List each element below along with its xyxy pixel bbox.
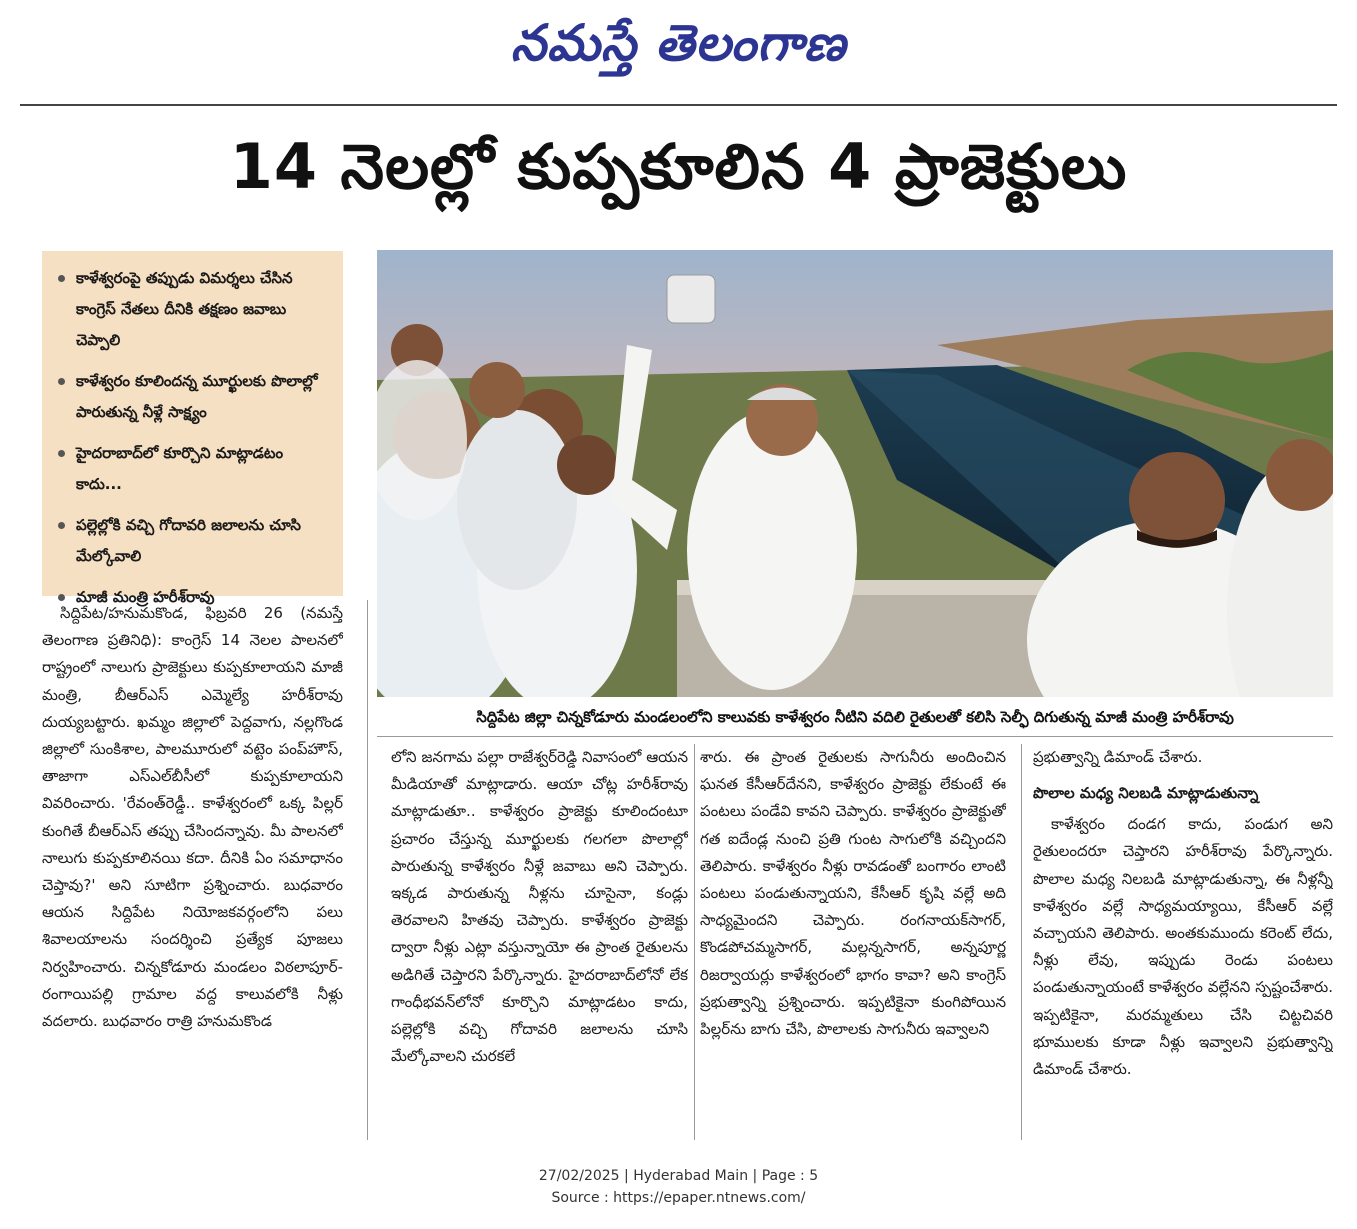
highlight-text: పల్లెల్లోకి వచ్చి గోదావరి జలాలను చూసి మేల్కోవాలి [76, 516, 301, 565]
footer-date-edition: 27/02/2025 | Hyderabad Main | Page : 5 [538, 1168, 819, 1184]
footer-source: Source : https://epaper.ntnews.com/ [551, 1190, 806, 1206]
highlight-text: మాజీ మంత్రి హరీశ్‌రావు [76, 588, 215, 606]
highlight-item [56, 510, 333, 572]
article-column-2 [391, 744, 688, 1140]
article-text: లోని జనగామ పల్లా రాజేశ్వర్‌రెడ్డి నివాసంలో ఆయన మీడియాతో మాట్లాడారు. ఆయా చోట్ల హరీశ్‌రావు మాట్లాడుతూ.. కాళేశ్వరం ప్రాజెక్టు కూలిందంటూ ప్రచారం చేస్తున్న మూర్ఖులకు గలగలా పొలాల్లో పారుతున్న కాళేశ్వరం నీళ్లే జవాబు అని చెప్పారు. ఇక్కడ పారుతున్న నీళ్లను చూసైనా, కండ్లు తెరవాలని హితవు చెప్పారు. కాళేశ్వరం ప్రాజెక్టు ద్వారా నీళ్లు ఎట్లా వస్తున్నాయో ఈ ప్రాంత రైతులను అడిగితే చెప్తారని పేర్కొన్నారు. హైదరాబాద్‌లోనో లేక గాంధీభవన్‌లోనో కూర్చొని మాట్లాడటం కాదు, పల్లెల్లోకి వచ్చి గోదావరి జలాలను చూసి మేల్కోవాలని చురకలే [391, 748, 688, 1066]
highlight-text: హైదరాబాద్‌లో కూర్చొని మాట్లాడటం కాదు... [76, 444, 284, 493]
bullet-icon [58, 450, 65, 457]
highlights-box [42, 251, 343, 606]
headline-text: 14 నెలల్లో కుప్పకూలిన 4 ప్రాజెక్టులు [229, 130, 1128, 203]
highlight-item [56, 438, 333, 500]
news-photo [377, 250, 1333, 697]
bullet-icon [58, 522, 65, 529]
article-column-1 [42, 600, 343, 1140]
article-text: కాళేశ్వరం దండగ కాదు, పండుగ అని రైతులందరూ చెప్తారని హరీశ్‌రావు పేర్కొన్నారు. పొలాల మధ్య నిలబడి మాట్లాడుతున్నా, ఈ నీళ్లన్నీ కాళేశ్వరం వల్లే సాధ్యమయ్యాయి, కేసీఆర్ వల్లే వచ్చాయని తెలిపారు. అంతకుముందు కరెంట్ లేదు, నీళ్లు లేవు, ఇప్పుడు రెండు పంటలు పండుతున్నాయంటే కాళేశ్వరం వల్లేనని స్పష్టంచేశారు. ఇప్పటికైనా, మరమ్మతులు చేసి చిట్టచివరి భూములకు కూడా నీళ్లు ఇవ్వాలని ప్రభుత్వాన్ని డిమాండ్ చేశారు. [1033, 815, 1333, 1079]
column-divider [694, 744, 695, 1140]
article-subhead: పొలాల మధ్య నిలబడి మాట్లాడుతున్నా [1033, 784, 1259, 803]
headline [0, 122, 1357, 226]
masthead-rule [20, 104, 1337, 106]
article-text: సిద్దిపేట/హనుమకొండ, ఫిబ్రవరి 26 (నమస్తే తెలంగాణ ప్రతినిధి): కాంగ్రెస్ 14 నెలల పాలనలో రాష్ట్రంలో నాలుగు ప్రాజెక్టులు కుప్పకూలాయని మాజీ మంత్రి, బీఆర్ఎస్ ఎమ్మెల్యే హరీశ్‌రావు దుయ్యబట్టారు. ఖమ్మం జిల్లాలో పెద్దవాగు, నల్లగొండ జిల్లాలో సుంకిశాల, పాలమూరులో వట్టెం పంప్‌హౌస్, తాజాగా ఎస్‌ఎల్‌బీసీలో కుప్పకూలాయని వివరించారు. 'రేవంత్‌రెడ్డీ.. కాళేశ్వరంలో ఒక్క పిల్లర్ కుంగితే బీఆర్ఎస్ తప్పు చేసిందన్నావు. మీ పాలనలో నాలుగు కుప్పకూలినయి కదా. దీనికి ఏం సమాధానం చెప్తావు?' అని సూటిగా ప్రశ్నించారు. బుధవారం ఆయన సిద్దిపేట నియోజకవర్గంలోని పలు శివాలయాలను సందర్శించి ప్రత్యేక పూజలు నిర్వహించారు. చిన్నకోడూరు మండలం విఠలాపూర్-రంగాయిపల్లి గ్రామాల వద్ద కాలువలోకి నీళ్లు వదలారు. బుధవారం రాత్రి హనుమకొండ [42, 604, 343, 1031]
photo-caption-text: సిద్దిపేట జిల్లా చిన్నకోడూరు మండలంలోని కాలువకు కాళేశ్వరం నీటిని వదిలి రైతులతో కలిసి సెల్ఫీ దిగుతున్న మాజీ మంత్రి హరీశ్‌రావు [476, 708, 1234, 726]
highlight-text: కాళేశ్వరం కూలిందన్న మూర్ఖులకు పొలాల్లో పారుతున్న నీళ్లే సాక్ష్యం [76, 372, 318, 421]
column-divider [1021, 744, 1022, 1140]
article-text: ప్రభుత్వాన్ని డిమాండ్ చేశారు. [1033, 748, 1203, 766]
masthead-title: నమస్తే తెలంగాణ [510, 13, 847, 72]
column-divider [367, 600, 368, 1140]
bullet-icon [58, 378, 65, 385]
highlight-item [56, 366, 333, 428]
highlight-item [56, 263, 333, 356]
highlights-list [56, 263, 333, 613]
article-column-4 [1033, 744, 1333, 1140]
article-text: శారు. ఈ ప్రాంత రైతులకు సాగునీరు అందించిన ఘనత కేసీఆర్‌దేనని, కాళేశ్వరం ప్రాజెక్టు లేకుంటే ఈ పంటలు పండేవి కావని చెప్పారు. కాళేశ్వరం ప్రాజెక్టుతో గత ఐదేండ్ల నుంచి ప్రతి గుంట సాగులోకి వచ్చిందని తెలిపారు. కాళేశ్వరం నీళ్లు రావడంతో బంగారం లాంటి పంటలు పండుతున్నాయని, కేసీఆర్ కృషి వల్లే అది సాధ్యమైందని చెప్పారు. రంగనాయక్‌సాగర్, కొండపోచమ్మసాగర్, మల్లన్నసాగర్, అన్నపూర్ణ రిజర్వాయర్లు కాళేశ్వరంలో భాగం కావా? అని కాంగ్రెస్ ప్రభుత్వాన్ని ప్రశ్నించారు. ఇప్పటికైనా కుంగిపోయిన పిల్లర్‌ను బాగు చేసి, పొలాలకు సాగునీరు ఇవ్వాలని [700, 748, 1006, 1039]
bullet-icon [58, 275, 65, 282]
article-column-3 [700, 744, 1006, 1140]
footer [0, 1165, 1357, 1209]
masthead [0, 0, 1357, 98]
highlight-text: కాళేశ్వరంపై తప్పుడు విమర్శలు చేసిన కాంగ్రెస్ నేతలు దీనికి తక్షణం జవాబు చెప్పాలి [76, 269, 293, 349]
photo-illustration [377, 250, 1333, 697]
photo-caption [377, 702, 1333, 737]
